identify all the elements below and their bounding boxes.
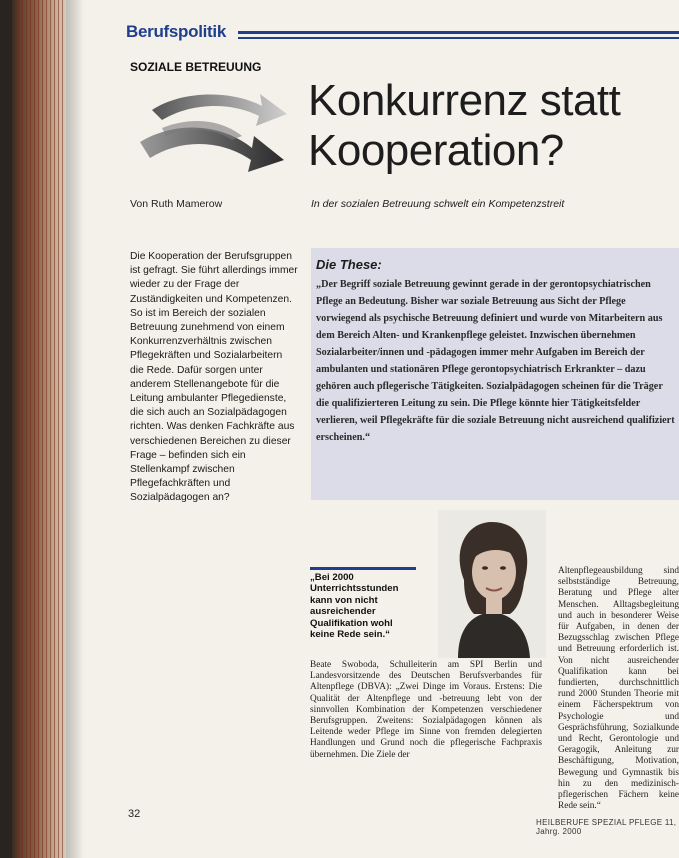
tagline: In der sozialen Betreuung schwelt ein Kompetenzstreit: [311, 198, 565, 210]
arrows-graphic: [122, 80, 302, 190]
body-column-1: Beate Swoboda, Schulleiterin am SPI Berlin und Landesvorsitzende des Deutschen Berufsverbandes für Altenpflege (DBVA): „Zwei Dinge im Voraus. Erstens: Die Qualität der Altenpflege und -betreuung lebt von der sinnvollen Kombination der Kompetenzen verschiedener Berufsgruppen. Zweitens: Sozialpädagogen können als Leitende weder Pflege im Sinne von fremden delegierten Handlungen und Grund noch die pflegerische Fachpraxis übernehmen. Die Ziele der: [310, 660, 542, 760]
page-number: 32: [128, 808, 141, 820]
footer-credit: HEILBERUFE SPEZIAL PFLEGE 11, Jahrg. 2000: [536, 818, 677, 836]
page-edges: [18, 0, 66, 858]
title-line-1: Konkurrenz statt: [308, 76, 621, 125]
quote-rule: [310, 567, 416, 570]
lead-paragraph: Die Kooperation der Berufsgruppen ist gefragt. Sie führt allerdings immer wieder zu der Frage der Zuständigkeiten und Kompetenzen. So ist im Bereich der sozialen Betreuung zunehmend von einem Konkurrenzverhältnis zwischen Pflegekräften und Sozialarbeitern die Rede. Dafür sorgen unter anderem Stellenangebote für die Leitung ambulanter Pflegedienste, die sich auch an Sozialpädagogen richten. Was denken Fachkräfte aus verschiedenen Bereichen zu dieser Frage – befinden sich ein Stellenkampf zwischen Pflegefachkräften und Sozialpädagogen an?: [130, 251, 298, 504]
author-byline: Von Ruth Mamerow: [130, 198, 223, 210]
article-title: [308, 76, 620, 176]
thesis-heading: Die These:: [316, 257, 382, 272]
header-rule-thin: [238, 37, 679, 39]
section-header: Berufspolitik: [126, 22, 227, 41]
subheading: SOZIALE BETREUUNG: [130, 60, 262, 74]
thesis-text: „Der Begriff soziale Betreuung gewinnt gerade in der gerontopsychiatrischen Pflege an Bedeutung. Bisher war soziale Betreuung aus Sicht der Pflege vorwiegend als psychische Betreuung definiert und wurde von Mitarbeitern aus dem Bereich Alten- und Krankenpflege geleistet. Inzwischen übernehmen Sozialarbeiter/innen und -pädagogen immer mehr Aufgaben im Bereich der ambulanten und stationären Pflege gerontopsychiatrisch Erkrankter – dazu gehören auch pflegerische Tätigkeiten. Sozialpädagogen scheinen für die Träger die qualifizierteren Leitung zu sein. Die Pflege könnte hier Tätigkeitsfelder verlieren, weil Pflegekräfte für die soziale Betreuung nicht ausreichend qualifiziert erscheinen.“: [316, 279, 675, 443]
pull-quote: „Bei 2000 Unterrichtsstunden kann von nicht ausreichender Qualifikation wohl keine Rede sein.“: [310, 572, 399, 641]
magazine-page: [66, 0, 679, 858]
header-rule: [238, 31, 679, 34]
title-line-2: Kooperation?: [308, 126, 564, 175]
portrait-photo: [438, 510, 546, 658]
body-column-2: Altenpflegeausbildung sind selbstständige Betreuung, Beratung und Pflege alter Menschen. Alltagsbegleitung und auch in besonderer Weise für Aufgaben, in denen der Bezugsschlag zwischen Pflege und Betreuung erforderlich ist. Von nicht ausreichender Qualifikation kann bei fundierten, durchschnittlich rund 2000 Stunden Theorie mit einem Fächerspektrum von Psychologie und Gesprächsführung, Sozialkunde und Recht, Gerontologie und Geragogik, Anleitung zur Beschäftigung, Motivation, Bewegung und Gymnastik bis hin zu den medizinisch-pflegerischen Fächern keine Rede sein.“: [558, 566, 679, 812]
